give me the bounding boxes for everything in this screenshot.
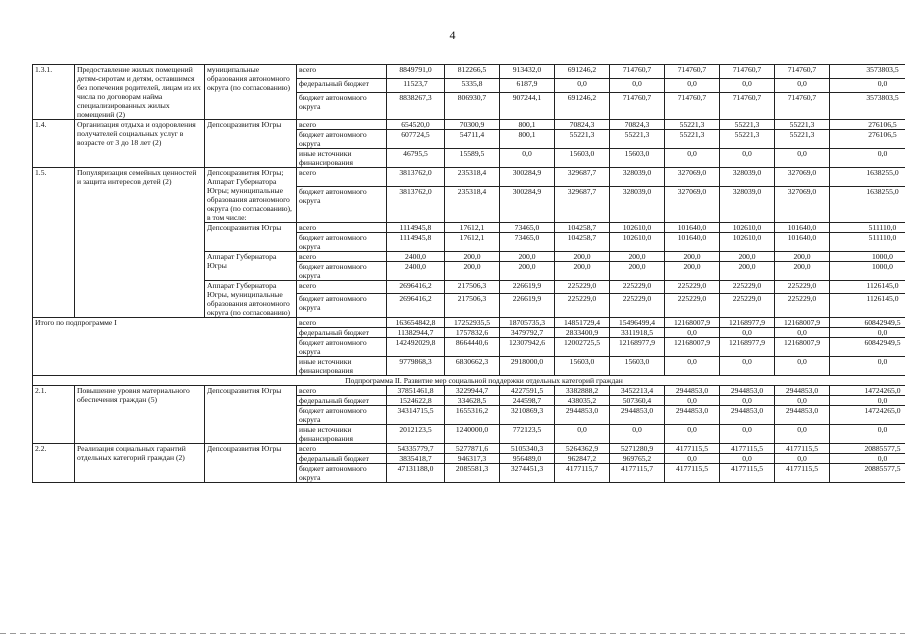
amount-cell: 200,0 [665, 262, 720, 281]
executor: Депсоцразвития Югры; Аппарат Губернатора Югры; муниципальные образования автономного округа (по согласованию), в том числе: [205, 168, 297, 223]
amount-cell: 5105340,3 [500, 444, 555, 454]
amount-cell: 328039,0 [720, 186, 775, 222]
amount-cell: 102610,0 [610, 233, 665, 252]
amount-cell: 800,1 [500, 120, 555, 130]
amount-cell: 3835418,7 [387, 454, 445, 464]
amount-cell: 714760,7 [665, 65, 720, 79]
amount-cell: 1240000,0 [445, 425, 500, 444]
amount-cell: 217506,3 [445, 281, 500, 294]
amount-cell: 225229,0 [555, 293, 610, 317]
amount-cell: 0,0 [665, 454, 720, 464]
amount-cell: 244598,7 [500, 396, 555, 406]
amount-cell: 20885577,5 [830, 444, 905, 454]
amount-cell: 0,0 [500, 149, 555, 168]
amount-cell: 1114945,8 [387, 233, 445, 252]
amount-cell: 235318,4 [445, 168, 500, 187]
amount-cell: 5271280,9 [610, 444, 665, 454]
amount-cell: 55221,3 [775, 130, 830, 149]
amount-cell: 225229,0 [720, 281, 775, 294]
amount-cell: 654520,0 [387, 120, 445, 130]
amount-cell: 2400,0 [387, 262, 445, 281]
amount-cell: 200,0 [775, 252, 830, 262]
amount-cell: 334628,5 [445, 396, 500, 406]
amount-cell: 73465,0 [500, 223, 555, 233]
amount-cell: 20885577,5 [830, 464, 905, 483]
amount-cell: 12168007,9 [775, 338, 830, 357]
amount-cell: 8838267,3 [387, 93, 445, 120]
funding-source: федеральный бюджет [297, 328, 387, 338]
amount-cell: 6187,9 [500, 79, 555, 93]
executor: муниципальные образования автономного округа (по согласованию) [205, 65, 297, 120]
amount-cell: 0,0 [830, 357, 905, 376]
amount-cell: 55221,3 [775, 120, 830, 130]
funding-source: иные источники финансирования [297, 425, 387, 444]
amount-cell: 46795,5 [387, 149, 445, 168]
amount-cell: 276106,5 [830, 130, 905, 149]
amount-cell: 200,0 [720, 262, 775, 281]
amount-cell: 1126145,0 [830, 293, 905, 317]
amount-cell: 4177115,5 [665, 444, 720, 454]
amount-cell: 15496499,4 [610, 318, 665, 328]
amount-cell: 55221,3 [555, 130, 610, 149]
funding-source: бюджет автономного округа [297, 93, 387, 120]
amount-cell: 225229,0 [665, 281, 720, 294]
amount-cell: 0,0 [720, 425, 775, 444]
amount-cell: 946317,3 [445, 454, 500, 464]
amount-cell: 200,0 [665, 252, 720, 262]
amount-cell: 0,0 [720, 79, 775, 93]
amount-cell: 15603,0 [555, 149, 610, 168]
amount-cell: 11523,7 [387, 79, 445, 93]
amount-cell: 2400,0 [387, 252, 445, 262]
amount-cell: 12168977,9 [720, 338, 775, 357]
amount-cell: 3311918,5 [610, 328, 665, 338]
amount-cell: 714760,7 [775, 93, 830, 120]
funding-source: всего [297, 120, 387, 130]
amount-cell: 8664440,6 [445, 338, 500, 357]
funding-source: федеральный бюджет [297, 396, 387, 406]
amount-cell: 0,0 [830, 149, 905, 168]
amount-cell: 14724265,0 [830, 406, 905, 425]
funding-source: бюджет автономного округа [297, 464, 387, 483]
amount-cell: 0,0 [720, 454, 775, 464]
amount-cell: 12168977,9 [720, 318, 775, 328]
funding-source: бюджет автономного округа [297, 406, 387, 425]
amount-cell: 200,0 [445, 252, 500, 262]
amount-cell: 0,0 [775, 357, 830, 376]
amount-cell: 5335,8 [445, 79, 500, 93]
amount-cell: 5264362,9 [555, 444, 610, 454]
amount-cell: 235318,4 [445, 186, 500, 222]
table-row [33, 386, 905, 396]
amount-cell: 2944853,0 [555, 406, 610, 425]
amount-cell: 276106,5 [830, 120, 905, 130]
funding-source: всего [297, 281, 387, 294]
amount-cell: 225229,0 [720, 293, 775, 317]
table-row [33, 318, 905, 328]
table-row [33, 168, 905, 187]
amount-cell: 4177115,7 [555, 464, 610, 483]
amount-cell: 70300,9 [445, 120, 500, 130]
funding-source: бюджет автономного округа [297, 338, 387, 357]
amount-cell: 1757832,6 [445, 328, 500, 338]
amount-cell: 1638255,0 [830, 186, 905, 222]
amount-cell: 14724265,0 [830, 386, 905, 396]
amount-cell: 200,0 [610, 262, 665, 281]
amount-cell: 1638255,0 [830, 168, 905, 187]
amount-cell: 55221,3 [665, 120, 720, 130]
item-number: 2.1. [33, 386, 75, 444]
amount-cell: 691246,2 [555, 65, 610, 79]
amount-cell: 4177115,5 [720, 464, 775, 483]
amount-cell: 217506,3 [445, 293, 500, 317]
executor: Депсоцразвития Югры [205, 120, 297, 168]
amount-cell: 0,0 [720, 396, 775, 406]
item-name: Повышение уровня материального обеспечения граждан (5) [75, 386, 205, 444]
amount-cell: 12168007,9 [665, 338, 720, 357]
amount-cell: 0,0 [830, 425, 905, 444]
amount-cell: 300284,9 [500, 168, 555, 187]
amount-cell: 225229,0 [775, 293, 830, 317]
amount-cell: 225229,0 [665, 293, 720, 317]
amount-cell: 329687,7 [555, 186, 610, 222]
amount-cell: 200,0 [555, 262, 610, 281]
amount-cell: 4177115,5 [665, 464, 720, 483]
amount-cell: 225229,0 [610, 281, 665, 294]
amount-cell: 15603,0 [610, 149, 665, 168]
amount-cell: 0,0 [830, 328, 905, 338]
amount-cell: 12168007,9 [775, 318, 830, 328]
amount-cell: 8849791,0 [387, 65, 445, 79]
amount-cell: 47131188,0 [387, 464, 445, 483]
table-row [33, 444, 905, 454]
amount-cell: 714760,7 [720, 65, 775, 79]
amount-cell: 2944853,0 [775, 406, 830, 425]
amount-cell: 3274451,3 [500, 464, 555, 483]
amount-cell: 6830662,3 [445, 357, 500, 376]
budget-table [32, 64, 905, 483]
amount-cell: 104258,7 [555, 233, 610, 252]
amount-cell: 962847,2 [555, 454, 610, 464]
budget-table-body [33, 65, 905, 483]
amount-cell: 200,0 [500, 262, 555, 281]
amount-cell: 714760,7 [720, 93, 775, 120]
item-number: 2.2. [33, 444, 75, 483]
amount-cell: 2944853,0 [665, 406, 720, 425]
amount-cell: 3210869,3 [500, 406, 555, 425]
amount-cell: 0,0 [665, 79, 720, 93]
amount-cell: 2696416,2 [387, 281, 445, 294]
table-row [33, 120, 905, 130]
amount-cell: 102610,0 [720, 223, 775, 233]
amount-cell: 3452213,4 [610, 386, 665, 396]
item-number: 1.3.1. [33, 65, 75, 120]
amount-cell: 0,0 [720, 149, 775, 168]
amount-cell: 4177115,5 [720, 444, 775, 454]
amount-cell: 55221,3 [665, 130, 720, 149]
amount-cell: 0,0 [775, 149, 830, 168]
amount-cell: 907244,1 [500, 93, 555, 120]
amount-cell: 9779868,3 [387, 357, 445, 376]
funding-source: всего [297, 223, 387, 233]
executor: Аппарат Губернатора Югры [205, 252, 297, 281]
item-number: 1.4. [33, 120, 75, 168]
item-name: Реализация социальных гарантий отдельных категорий граждан (2) [75, 444, 205, 483]
amount-cell: 800,1 [500, 130, 555, 149]
funding-source: всего [297, 318, 387, 328]
amount-cell: 2085581,3 [445, 464, 500, 483]
amount-cell: 913432,0 [500, 65, 555, 79]
amount-cell: 101640,0 [665, 233, 720, 252]
amount-cell: 18705735,3 [500, 318, 555, 328]
amount-cell: 200,0 [500, 252, 555, 262]
amount-cell: 55221,3 [610, 130, 665, 149]
amount-cell: 11382944,7 [387, 328, 445, 338]
amount-cell: 0,0 [830, 79, 905, 93]
executor: Депсоцразвития Югры [205, 444, 297, 483]
funding-source: всего [297, 386, 387, 396]
amount-cell: 54711,4 [445, 130, 500, 149]
amount-cell: 12307942,6 [500, 338, 555, 357]
funding-source: всего [297, 252, 387, 262]
funding-source: бюджет автономного округа [297, 186, 387, 222]
amount-cell: 714760,7 [610, 65, 665, 79]
amount-cell: 327069,0 [665, 186, 720, 222]
amount-cell: 60842949,5 [830, 338, 905, 357]
amount-cell: 55221,3 [720, 130, 775, 149]
amount-cell: 328039,0 [610, 168, 665, 187]
total-label: Итого по подпрограмме I [33, 318, 297, 376]
amount-cell: 2944853,0 [665, 386, 720, 396]
amount-cell: 4177115,5 [775, 444, 830, 454]
amount-cell: 714760,7 [775, 65, 830, 79]
amount-cell: 200,0 [610, 252, 665, 262]
amount-cell: 691246,2 [555, 93, 610, 120]
amount-cell: 0,0 [610, 425, 665, 444]
funding-source: всего [297, 444, 387, 454]
amount-cell: 507360,4 [610, 396, 665, 406]
amount-cell: 102610,0 [610, 223, 665, 233]
amount-cell: 101640,0 [775, 233, 830, 252]
amount-cell: 17612,1 [445, 233, 500, 252]
amount-cell: 70824,3 [610, 120, 665, 130]
amount-cell: 34314715,5 [387, 406, 445, 425]
amount-cell: 0,0 [720, 328, 775, 338]
amount-cell: 0,0 [665, 396, 720, 406]
amount-cell: 1655316,2 [445, 406, 500, 425]
page-number: 4 [449, 28, 456, 42]
amount-cell: 1126145,0 [830, 281, 905, 294]
executor: Депсоцразвития Югры [205, 223, 297, 252]
amount-cell: 101640,0 [665, 223, 720, 233]
amount-cell: 5277871,6 [445, 444, 500, 454]
item-name: Предоставление жилых помещений детям-сиротам и детям, оставшимся без попечения родителей, лицам из их числа по договорам найма специализированных жилых помещений (2) [75, 65, 205, 120]
amount-cell: 0,0 [775, 454, 830, 464]
amount-cell: 200,0 [555, 252, 610, 262]
amount-cell: 4227591,5 [500, 386, 555, 396]
amount-cell: 714760,7 [665, 93, 720, 120]
amount-cell: 2944853,0 [720, 406, 775, 425]
amount-cell: 225229,0 [555, 281, 610, 294]
amount-cell: 0,0 [720, 357, 775, 376]
amount-cell: 327069,0 [665, 168, 720, 187]
amount-cell: 0,0 [830, 454, 905, 464]
amount-cell: 812266,5 [445, 65, 500, 79]
amount-cell: 12168977,9 [610, 338, 665, 357]
amount-cell: 142492029,8 [387, 338, 445, 357]
amount-cell: 0,0 [775, 328, 830, 338]
item-name: Организация отдыха и оздоровления получателей социальных услуг в возрасте от 3 до 18 лет (2) [75, 120, 205, 168]
amount-cell: 511110,0 [830, 223, 905, 233]
amount-cell: 3382888,2 [555, 386, 610, 396]
amount-cell: 15589,5 [445, 149, 500, 168]
amount-cell: 104258,7 [555, 223, 610, 233]
amount-cell: 327069,0 [775, 168, 830, 187]
funding-source: бюджет автономного округа [297, 233, 387, 252]
table-row [33, 65, 905, 79]
amount-cell: 163654842,8 [387, 318, 445, 328]
amount-cell: 225229,0 [775, 281, 830, 294]
amount-cell: 17252935,5 [445, 318, 500, 328]
subprogram-title: Подпрограмма II. Развитие мер социальной поддержки отдельных категорий граждан [33, 376, 905, 386]
amount-cell: 2918000,0 [500, 357, 555, 376]
amount-cell: 772123,5 [500, 425, 555, 444]
amount-cell: 1000,0 [830, 252, 905, 262]
scan-edge-line [0, 633, 905, 634]
amount-cell: 73465,0 [500, 233, 555, 252]
amount-cell: 226619,9 [500, 293, 555, 317]
item-name: Популяризация семейных ценностей и защита интересов детей (2) [75, 168, 205, 318]
amount-cell: 225229,0 [610, 293, 665, 317]
amount-cell: 607724,5 [387, 130, 445, 149]
amount-cell: 1114945,8 [387, 223, 445, 233]
amount-cell: 328039,0 [610, 186, 665, 222]
amount-cell: 2944853,0 [720, 386, 775, 396]
funding-source: всего [297, 168, 387, 187]
amount-cell: 1000,0 [830, 262, 905, 281]
amount-cell: 0,0 [610, 79, 665, 93]
funding-source: иные источники финансирования [297, 357, 387, 376]
amount-cell: 54335779,7 [387, 444, 445, 454]
amount-cell: 12168007,9 [665, 318, 720, 328]
amount-cell: 37851461,8 [387, 386, 445, 396]
amount-cell: 300284,9 [500, 186, 555, 222]
amount-cell: 0,0 [665, 149, 720, 168]
funding-source: бюджет автономного округа [297, 293, 387, 317]
amount-cell: 806930,7 [445, 93, 500, 120]
amount-cell: 438035,2 [555, 396, 610, 406]
amount-cell: 329687,7 [555, 168, 610, 187]
amount-cell: 55221,3 [720, 120, 775, 130]
amount-cell: 0,0 [555, 425, 610, 444]
amount-cell: 2944853,0 [775, 386, 830, 396]
amount-cell: 3813762,0 [387, 186, 445, 222]
amount-cell: 3229944,7 [445, 386, 500, 396]
amount-cell: 3573803,5 [830, 65, 905, 79]
amount-cell: 1524622,8 [387, 396, 445, 406]
funding-source: федеральный бюджет [297, 79, 387, 93]
amount-cell: 2944853,0 [610, 406, 665, 425]
amount-cell: 0,0 [775, 79, 830, 93]
amount-cell: 969765,2 [610, 454, 665, 464]
amount-cell: 511110,0 [830, 233, 905, 252]
funding-source: федеральный бюджет [297, 454, 387, 464]
item-number: 1.5. [33, 168, 75, 318]
amount-cell: 15603,0 [555, 357, 610, 376]
amount-cell: 200,0 [720, 252, 775, 262]
amount-cell: 101640,0 [775, 223, 830, 233]
funding-source: всего [297, 65, 387, 79]
amount-cell: 14851729,4 [555, 318, 610, 328]
funding-source: бюджет автономного округа [297, 262, 387, 281]
amount-cell: 2012123,5 [387, 425, 445, 444]
amount-cell: 3813762,0 [387, 168, 445, 187]
amount-cell: 200,0 [775, 262, 830, 281]
amount-cell: 4177115,5 [775, 464, 830, 483]
amount-cell: 328039,0 [720, 168, 775, 187]
amount-cell: 12002725,5 [555, 338, 610, 357]
amount-cell: 70824,3 [555, 120, 610, 130]
amount-cell: 0,0 [775, 425, 830, 444]
amount-cell: 0,0 [555, 79, 610, 93]
amount-cell: 0,0 [775, 396, 830, 406]
amount-cell: 0,0 [665, 328, 720, 338]
amount-cell: 327069,0 [775, 186, 830, 222]
amount-cell: 0,0 [830, 396, 905, 406]
funding-source: бюджет автономного округа [297, 130, 387, 149]
amount-cell: 15603,0 [610, 357, 665, 376]
amount-cell: 3479792,7 [500, 328, 555, 338]
amount-cell: 102610,0 [720, 233, 775, 252]
executor: Депсоцразвития Югры [205, 386, 297, 444]
amount-cell: 956489,0 [500, 454, 555, 464]
amount-cell: 200,0 [445, 262, 500, 281]
funding-source: иные источники финансирования [297, 149, 387, 168]
amount-cell: 60842949,5 [830, 318, 905, 328]
amount-cell: 2696416,2 [387, 293, 445, 317]
amount-cell: 17612,1 [445, 223, 500, 233]
executor: Аппарат Губернатора Югры, муниципальные образования автономного округа (по согласованию) [205, 281, 297, 318]
amount-cell: 3573803,5 [830, 93, 905, 120]
amount-cell: 2833400,9 [555, 328, 610, 338]
amount-cell: 4177115,7 [610, 464, 665, 483]
amount-cell: 0,0 [665, 425, 720, 444]
subprogram-row [33, 376, 905, 386]
amount-cell: 226619,9 [500, 281, 555, 294]
budget-table-container [32, 64, 901, 483]
amount-cell: 714760,7 [610, 93, 665, 120]
amount-cell: 0,0 [665, 357, 720, 376]
